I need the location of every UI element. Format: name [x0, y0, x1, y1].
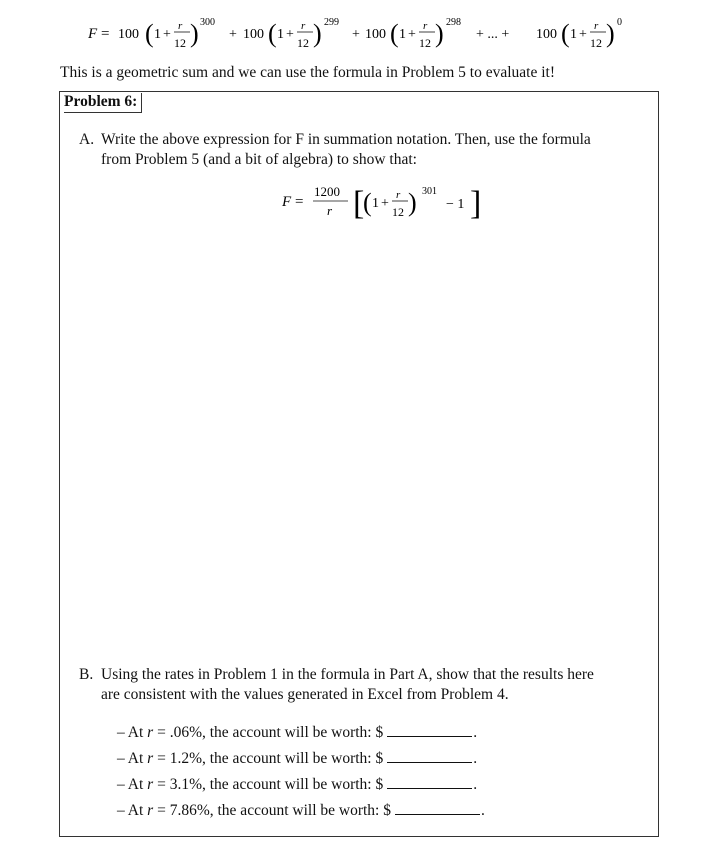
term-exponent: 300	[200, 17, 215, 28]
formula-minus-one: − 1	[446, 197, 465, 212]
answer-blank[interactable]	[387, 722, 472, 737]
eq-lhs-f: F	[88, 26, 98, 42]
part-b-label: B.	[79, 666, 94, 683]
svg-text:+: +	[579, 27, 587, 42]
answer-blank[interactable]	[387, 748, 472, 763]
eq-ellipsis: + ... +	[476, 27, 510, 42]
part-a-label: A.	[79, 131, 95, 148]
svg-text:r: r	[594, 20, 599, 32]
part-a-formula	[278, 178, 498, 238]
list-item: – At r = .06%, the account will be worth: $ .	[117, 724, 478, 741]
list-item: – At r = 7.86%, the account will be worth: $ .	[117, 802, 485, 819]
svg-text:): )	[606, 19, 615, 48]
formula-inner-num: r	[396, 189, 401, 201]
svg-text:[: [	[353, 185, 365, 222]
svg-text:): )	[190, 19, 199, 48]
term-last	[536, 17, 622, 50]
svg-text:12: 12	[590, 36, 602, 50]
formula-lhs: F	[282, 194, 292, 210]
term-2	[229, 17, 339, 50]
term-exponent: 298	[446, 17, 461, 28]
part-a-line2: from Problem 5 (and a bit of algebra) to show that:	[101, 151, 417, 168]
part-b-line1: Using the rates in Problem 1 in the formula in Part A, show that the results here	[101, 666, 594, 683]
svg-text:): )	[313, 19, 322, 48]
formula-exponent: 301	[422, 186, 437, 197]
svg-text:12: 12	[419, 36, 431, 50]
svg-text:): )	[435, 19, 444, 48]
term-denominator: 12	[174, 36, 186, 50]
svg-text:(: (	[390, 19, 399, 48]
formula-inner-den: 12	[392, 205, 404, 219]
formula-frac-num: 1200	[314, 184, 340, 199]
eq-equals: =	[101, 26, 110, 42]
svg-text:+: +	[408, 27, 416, 42]
part-b	[79, 665, 669, 709]
svg-text:]: ]	[470, 185, 482, 222]
svg-text:1: 1	[399, 27, 406, 42]
formula-frac-den: r	[327, 203, 333, 218]
formula-one: 1	[372, 196, 379, 211]
part-a	[79, 130, 669, 174]
svg-text:+: +	[229, 27, 237, 42]
svg-text:(: (	[363, 188, 372, 217]
rate-value: 1.2%	[169, 750, 202, 767]
term-1	[118, 17, 215, 50]
svg-text:100: 100	[365, 27, 386, 42]
svg-text:+: +	[286, 27, 294, 42]
rate-list	[117, 722, 485, 826]
svg-text:100: 100	[243, 27, 264, 42]
svg-text:100: 100	[536, 27, 557, 42]
intro-text: This is a geometric sum and we can use the formula in Problem 5 to evaluate it!	[60, 64, 556, 81]
svg-text:+: +	[381, 196, 389, 211]
svg-text:r: r	[423, 20, 428, 32]
svg-text:(: (	[561, 19, 570, 48]
answer-blank[interactable]	[395, 800, 480, 815]
list-item: – At r = 1.2%, the account will be worth: $ .	[117, 750, 478, 767]
svg-text:): )	[408, 188, 417, 217]
answer-blank[interactable]	[387, 774, 472, 789]
svg-text:+: +	[163, 27, 171, 42]
term-one: 1	[154, 27, 161, 42]
svg-text:=: =	[295, 194, 304, 210]
rate-value: .06%	[169, 724, 202, 741]
svg-text:(: (	[268, 19, 277, 48]
term-numerator: r	[178, 20, 183, 32]
svg-text:+: +	[352, 27, 360, 42]
svg-text:r: r	[301, 20, 306, 32]
svg-text:(: (	[145, 19, 154, 48]
term-exponent: 299	[324, 17, 339, 28]
svg-text:1: 1	[570, 27, 577, 42]
part-b-line2: are consistent with the values generated in Excel from Problem 4.	[101, 686, 509, 703]
top-equation	[88, 14, 688, 64]
svg-text:12: 12	[297, 36, 309, 50]
svg-text:1: 1	[277, 27, 284, 42]
problem-title: Problem 6:	[64, 93, 142, 113]
term-exponent: 0	[617, 17, 622, 28]
term-coefficient: 100	[118, 27, 139, 42]
rate-value: 7.86%	[169, 802, 210, 819]
rate-value: 3.1%	[169, 776, 202, 793]
list-item: – At r = 3.1%, the account will be worth: $ .	[117, 776, 478, 793]
part-a-line1: Write the above expression for F in summation notation. Then, use the formula	[101, 131, 591, 148]
term-3	[352, 17, 461, 50]
